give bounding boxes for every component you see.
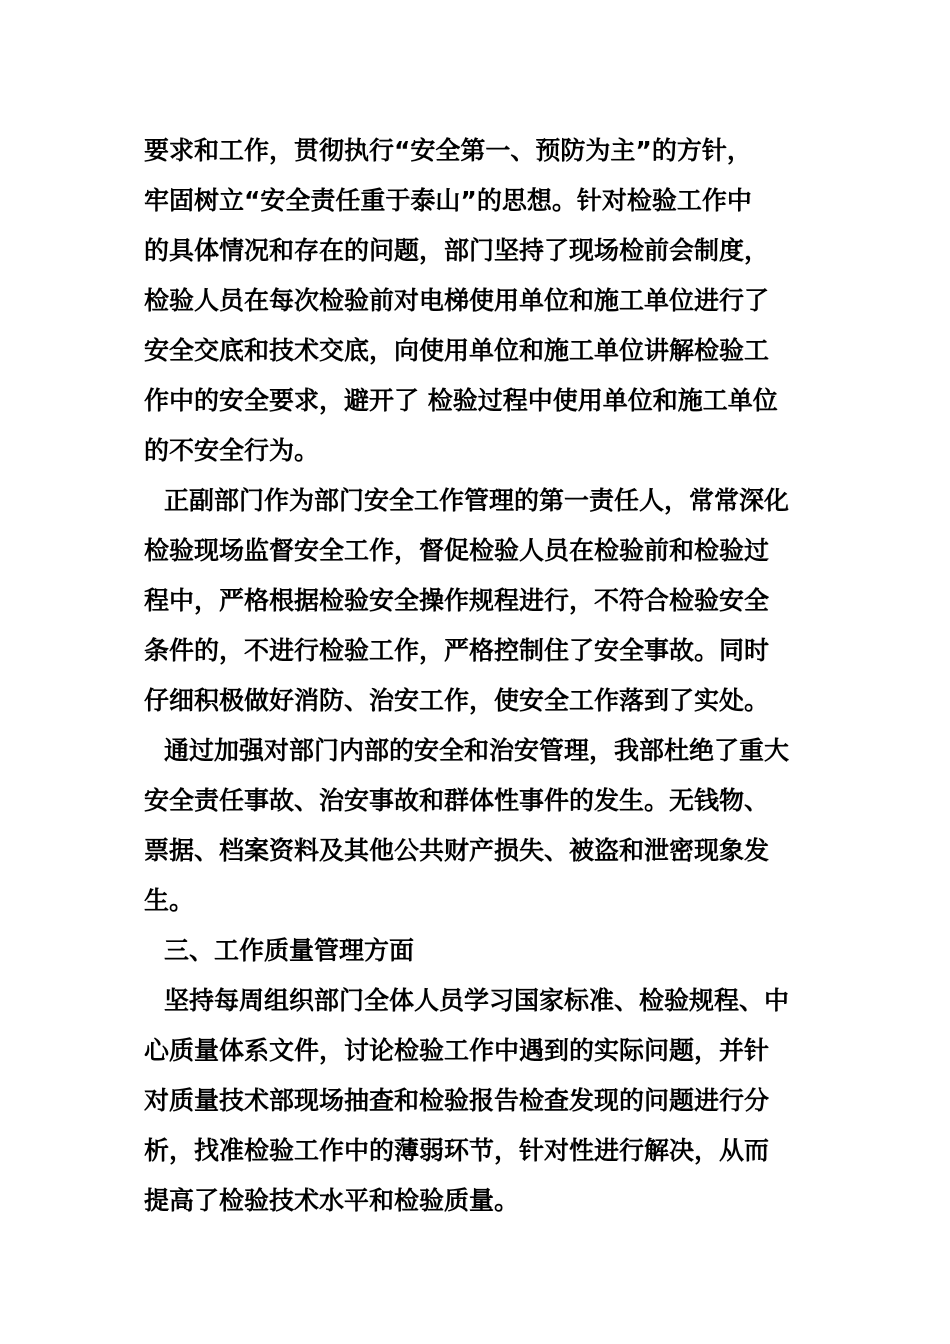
text-line: 票据、档案资料及其他公共财产损失、被盗和泄密现象发 bbox=[144, 836, 770, 865]
text-line: 条件的，不进行检验工作，严格控制住了安全事故。同时 bbox=[144, 636, 770, 665]
text-line: 坚持每周组织部门全体人员学习国家标准、检验规程、中 bbox=[164, 986, 790, 1015]
text-line: 牢固树立“安全责任重于泰山”的思想。针对检验工作中 bbox=[144, 186, 752, 215]
text-line: 安全交底和技术交底，向使用单位和施工单位讲解检验工 bbox=[144, 336, 770, 365]
text-line: 通过加强对部门内部的安全和治安管理，我部杜绝了重大 bbox=[164, 736, 790, 765]
text-line: 检验人员在每次检验前对电梯使用单位和施工单位进行了 bbox=[144, 286, 770, 315]
text-line: 生。 bbox=[144, 886, 195, 915]
text-line: 对质量技术部现场抽查和检验报告检查发现的问题进行分 bbox=[144, 1086, 770, 1115]
paragraph-leadership-supervision bbox=[144, 476, 810, 726]
text-line: 心质量体系文件，讨论检验工作中遇到的实际问题，并针 bbox=[144, 1036, 770, 1065]
text-line: 要求和工作，贯彻执行“安全第一、预防为主”的方针， bbox=[144, 136, 752, 165]
text-line: 作中的安全要求，避开了 检验过程中使用单位和施工单位 bbox=[144, 386, 778, 415]
text-line: 的具体情况和存在的问题，部门坚持了现场检前会制度， bbox=[144, 236, 770, 265]
document-page bbox=[144, 126, 810, 1226]
text-line: 安全责任事故、治安事故和群体性事件的发生。无钱物、 bbox=[144, 786, 770, 815]
text-line: 的不安全行为。 bbox=[144, 436, 320, 465]
text-line: 正副部门作为部门安全工作管理的第一责任人，常常深化 bbox=[164, 486, 790, 515]
text-line: 检验现场监督安全工作，督促检验人员在检验前和检验过 bbox=[144, 536, 770, 565]
text-line: 提高了检验技术水平和检验质量。 bbox=[144, 1186, 520, 1215]
paragraph-security-results bbox=[144, 726, 810, 926]
paragraph-quality-management bbox=[144, 976, 810, 1226]
section-heading-quality bbox=[144, 926, 810, 976]
text-line: 程中，严格根据检验安全操作规程进行，不符合检验安全 bbox=[144, 586, 770, 615]
section-heading: 三、工作质量管理方面 bbox=[164, 936, 415, 965]
text-line: 析，找准检验工作中的薄弱环节，针对性进行解决，从而 bbox=[144, 1136, 770, 1165]
paragraph-safety-policy bbox=[144, 126, 810, 476]
text-line: 仔细积极做好消防、治安工作，使安全工作落到了实处。 bbox=[144, 686, 770, 715]
